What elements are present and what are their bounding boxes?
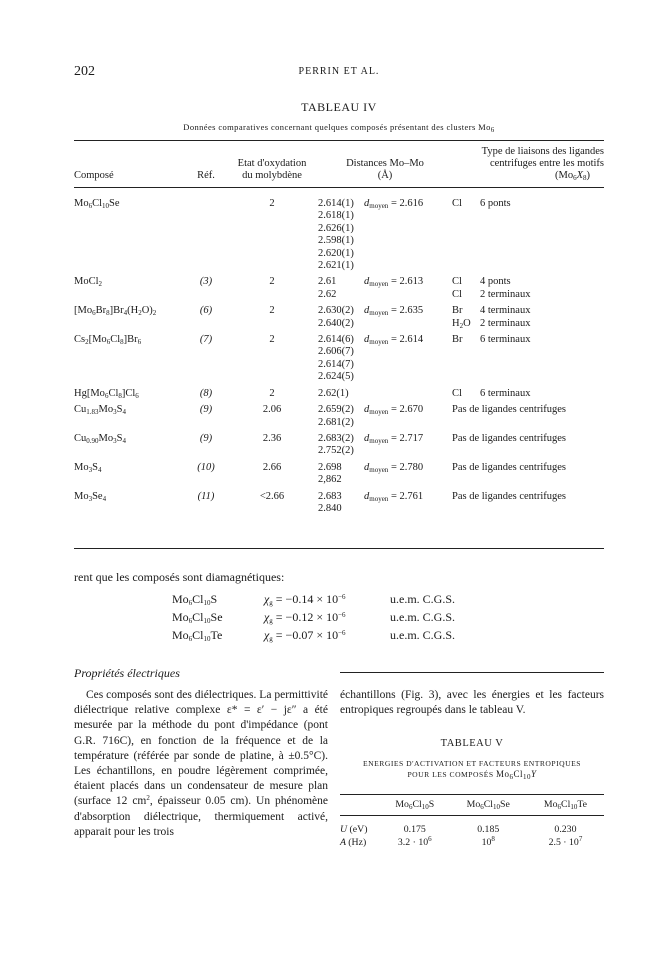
- diamagnetic-intro: rent que les composés sont diamagnétiques:: [74, 570, 285, 584]
- susceptibility-unit: u.e.m. C.G.S.: [390, 610, 456, 624]
- distance-value: 2.614(1): [318, 198, 354, 209]
- ligands-header-l3: $(Mo_6X_8)$: [554, 170, 590, 182]
- table-iv-bottom-rule: [74, 548, 604, 549]
- mean-distance-value: = 2.616: [388, 198, 424, 209]
- ligand-element: Br: [452, 305, 463, 317]
- table-v-caption: [340, 758, 604, 780]
- distance-value: 2.698: [318, 461, 342, 473]
- ref-cell: (6): [199, 305, 213, 317]
- distance-value: 2.681(2): [318, 416, 354, 428]
- mean-distance-value: = 2.761: [388, 490, 424, 502]
- distance-value: 2.61: [318, 276, 337, 288]
- mean-distance-cell: [364, 400, 452, 429]
- table-row: [74, 384, 604, 400]
- table-iv-caption-sub: 6: [490, 126, 495, 134]
- ligands-header-l2: centrifuges entre les motifs: [489, 158, 604, 169]
- susceptibility-compound: $Mo_6Cl_{10}S$: [172, 592, 218, 607]
- susceptibility-row: [172, 592, 592, 610]
- oxidation-cell: 2.66: [262, 461, 282, 473]
- distances-cell: [318, 272, 364, 301]
- distances-cell: [318, 384, 364, 400]
- distances-cell: [318, 400, 364, 429]
- table-v-row-label: U (eV): [340, 824, 368, 835]
- mean-distance-cell: [364, 458, 452, 487]
- table-row: [74, 400, 604, 429]
- ligand-element: Cl: [452, 387, 462, 399]
- d-moyen-symbol: d: [364, 276, 370, 288]
- oxidation-cell: 2: [269, 198, 275, 209]
- ligand-type: 6 ponts: [480, 198, 511, 209]
- distances-cell: [318, 487, 364, 516]
- distances-cell: [318, 301, 364, 330]
- table-row: [74, 188, 604, 273]
- distance-value: 2.618(1): [318, 210, 354, 222]
- ligand-cell: [452, 384, 604, 400]
- ligand-line: [452, 404, 604, 416]
- table-v-column-header: $Mo_6Cl_{10}S$: [380, 795, 450, 816]
- table-iv-body: [74, 188, 604, 516]
- ligand-type: 2 terminaux: [480, 317, 531, 329]
- compound-cell: $[Mo_6Br_8]Br_4(H_2O)_2$: [74, 305, 157, 318]
- table-v-cell: 0.175: [403, 824, 426, 835]
- mean-distance-cell: [364, 272, 452, 301]
- susceptibility-compound: $Mo_6Cl_{10}Se$: [172, 610, 223, 625]
- moyen-sub: moyen: [369, 309, 389, 318]
- col-ligands-header: [452, 146, 604, 188]
- table-v: [340, 794, 604, 849]
- table-v-caption-l2: POUR LES COMPOSÉS $Mo_6Cl_{10}Y$: [407, 769, 537, 781]
- col-ref-header: Réf.: [186, 146, 226, 188]
- table-v-row-label: A (Hz): [340, 837, 367, 848]
- susceptibility-unit: u.e.m. C.G.S.: [390, 592, 456, 606]
- table-v-column-header: $Mo_6Cl_{10}Te$: [527, 795, 604, 816]
- ligand-type: 2 terminaux: [480, 288, 531, 300]
- mean-distance-cell: [364, 487, 452, 516]
- table-v-cell: 0.230: [554, 824, 577, 835]
- compound-cell: $Hg[Mo_6Cl_8]Cl_6$: [74, 387, 139, 400]
- ligand-element: Br: [452, 334, 463, 346]
- d-moyen-symbol: d: [364, 404, 370, 416]
- ligand-line: [452, 305, 604, 317]
- distance-value: 2.659(2): [318, 404, 354, 416]
- oxidation-header-l2: du molybdène: [242, 170, 302, 181]
- moyen-sub: moyen: [369, 280, 389, 289]
- table-row: [74, 330, 604, 384]
- table-v-cell: 0.185: [477, 824, 500, 835]
- susceptibility-row: [172, 628, 592, 646]
- ligand-type: Pas de ligandes centrifuges: [452, 461, 567, 473]
- ligand-type: 4 terminaux: [480, 305, 531, 317]
- d-moyen-symbol: d: [364, 305, 370, 317]
- ligand-cell: [452, 188, 604, 273]
- d-moyen-symbol: d: [364, 432, 370, 444]
- ligand-type: Pas de ligandes centrifuges: [452, 490, 567, 502]
- table-iv-title: TABLEAU IV: [301, 100, 377, 114]
- ligand-type: Pas de ligandes centrifuges: [452, 404, 567, 416]
- distances-cell: [318, 330, 364, 384]
- distance-value: 2.614(7): [318, 358, 354, 370]
- distance-value: 2.683: [318, 490, 342, 502]
- table-row: [74, 272, 604, 301]
- distance-value: 2.624(5): [318, 371, 354, 383]
- distances-header-l1: Distances Mo–Mo: [346, 158, 424, 169]
- mean-distance-value: = 2.670: [388, 404, 424, 416]
- compound-cell: MoCl$_2$: [74, 276, 103, 289]
- susceptibility-value: $\chi_g = -0.14 \times 10^{-6}$: [264, 592, 346, 607]
- mean-distance-cell: [364, 301, 452, 330]
- col-distances-header: [318, 146, 452, 188]
- running-title: PERRIN ET AL.: [298, 66, 380, 77]
- col-oxidation-header: [226, 146, 318, 188]
- ligand-line: [452, 462, 604, 474]
- table-v-corner: [340, 795, 380, 816]
- oxidation-cell: 2.36: [262, 432, 282, 444]
- ligand-type: 4 ponts: [480, 276, 511, 288]
- page-number: 202: [74, 64, 95, 79]
- susceptibility-value: $\chi_g = -0.07 \times 10^{-6}$: [264, 628, 346, 643]
- compound-cell: $Cu_{0.90}Mo_3S_4$: [74, 432, 126, 445]
- ligand-line: [452, 388, 604, 400]
- distance-value: 2.620(1): [318, 247, 354, 259]
- mean-distance-cell: [364, 330, 452, 384]
- susceptibility-row: [172, 610, 592, 628]
- left-paragraph-b: , épaisseur 0.05 cm). Un phénomène d'absorption diélectrique, thermiquement activé, apparait pour les trois: [74, 795, 329, 838]
- oxidation-cell: 2: [269, 276, 275, 288]
- left-paragraph-sup: 2: [146, 794, 150, 803]
- left-paragraph-a: Ces composés sont des diélectriques. La permittivité diélectrique relative complexe ε* = ε′ − jε″ a été mesurée par la méthode du pont d'impédance (pont G.R. 716C), en fonction de la fréquence et de la température (référée par sonde de platine, à ±0.5°C). Les échantillons, en poudre légèrement comprimée, étaient placés dans un condensateur de mesure plan (surface 12 cm: [74, 689, 328, 808]
- compound-cell: $Cu_{1.83}Mo_3S_4$: [74, 404, 126, 417]
- table-v-cell: $3.2 \cdot 10^6$: [397, 835, 432, 848]
- ligand-cell: [452, 487, 604, 516]
- table-v-body: [340, 816, 604, 850]
- susceptibility-list: [172, 592, 592, 646]
- distance-value: 2,862: [318, 474, 342, 486]
- table-iv: [74, 146, 604, 515]
- moyen-sub: moyen: [369, 436, 389, 445]
- mean-distance-cell: [364, 384, 452, 400]
- table-row: [74, 487, 604, 516]
- oxidation-cell: 2.06: [262, 404, 282, 416]
- running-header: [74, 64, 604, 82]
- ligand-type: 6 terminaux: [480, 334, 531, 346]
- table-v-row: [340, 836, 604, 849]
- ligand-cell: [452, 301, 604, 330]
- distances-header-l2: (Å): [377, 170, 393, 181]
- moyen-sub: moyen: [369, 202, 389, 210]
- oxidation-cell: 2: [269, 387, 275, 399]
- section-title: Propriétés électriques: [74, 666, 180, 680]
- mean-distance-value: = 2.717: [388, 432, 424, 444]
- ligand-type: Pas de ligandes centrifuges: [452, 432, 567, 444]
- ref-cell: (9): [199, 404, 213, 416]
- ligand-cell: [452, 272, 604, 301]
- table-v-column-header: $Mo_6Cl_{10}Se$: [450, 795, 527, 816]
- oxidation-cell: 2: [269, 334, 275, 346]
- table-v-cell: $10^8$: [481, 835, 495, 848]
- table-row: [74, 458, 604, 487]
- ligand-cell: [452, 400, 604, 429]
- distance-value: 2.598(1): [318, 235, 354, 247]
- distance-value: 2.683(2): [318, 432, 354, 444]
- distance-value: 2.62(1): [318, 387, 349, 399]
- compound-cell: $Cs_2[Mo_6Cl_8]Br_6$: [74, 334, 142, 347]
- ref-cell: [186, 188, 226, 273]
- ligand-line: [452, 433, 604, 445]
- compound-cell: $Mo_3S_4$: [74, 461, 102, 474]
- ligand-line: [452, 334, 604, 346]
- mean-distance-value: = 2.780: [388, 461, 424, 473]
- ligand-line: [452, 289, 604, 301]
- ligand-element: Cl: [452, 276, 462, 288]
- right-column-paragraph: échantillons (Fig. 3), avec les énergies et les facteurs entropiques regroupés dans le tableau V.: [340, 689, 604, 717]
- ref-cell: (8): [199, 387, 213, 399]
- distance-value: 2.606(7): [318, 346, 354, 358]
- ligand-cell: [452, 429, 604, 458]
- table-v-row: [340, 816, 604, 837]
- ref-cell: (10): [197, 461, 215, 473]
- table-iv-header-row: [74, 146, 604, 188]
- compound-cell: $Mo_6Cl_{10}Se$: [74, 198, 120, 210]
- table-v-title: TABLEAU V: [440, 738, 504, 749]
- mean-distance-value: = 2.635: [388, 305, 424, 317]
- susceptibility-compound: $Mo_6Cl_{10}Te$: [172, 628, 223, 643]
- compound-cell: $Mo_3Se_4$: [74, 490, 107, 503]
- ligands-header-l1: Type de liaisons des ligandes: [481, 146, 604, 157]
- table-row: [74, 301, 604, 330]
- distance-value: 2.840: [318, 502, 342, 514]
- mean-distance-value: = 2.614: [388, 334, 424, 346]
- left-column-paragraph: [74, 688, 328, 840]
- ligand-line: [452, 318, 604, 330]
- susceptibility-value: $\chi_g = -0.12 \times 10^{-6}$: [264, 610, 346, 625]
- col-compound-header: Composé: [74, 146, 186, 188]
- table-row: [74, 429, 604, 458]
- d-moyen-symbol: d: [364, 198, 370, 209]
- ligand-line: [452, 491, 604, 503]
- ligand-cell: [452, 330, 604, 384]
- mean-distance-cell: [364, 429, 452, 458]
- ligand-cell: [452, 458, 604, 487]
- d-moyen-symbol: d: [364, 461, 370, 473]
- distance-value: 2.62: [318, 288, 337, 300]
- section-rule: [340, 672, 604, 673]
- susceptibility-unit: u.e.m. C.G.S.: [390, 628, 456, 642]
- mean-distance-value: = 2.613: [388, 276, 424, 288]
- distance-value: 2.630(2): [318, 305, 354, 317]
- moyen-sub: moyen: [369, 494, 389, 503]
- distances-cell: [318, 429, 364, 458]
- distance-value: 2.614(6): [318, 334, 354, 346]
- distance-value: 2.626(1): [318, 222, 354, 234]
- oxidation-cell: <2.66: [259, 490, 285, 502]
- ligand-type: 6 terminaux: [480, 387, 531, 399]
- ligand-line: [452, 198, 604, 210]
- mean-distance-cell: [364, 188, 452, 273]
- distances-cell: [318, 188, 364, 273]
- oxidation-header-l1: Etat d'oxydation: [237, 158, 307, 169]
- distance-value: 2.752(2): [318, 445, 354, 457]
- ligand-element: Cl: [452, 198, 462, 209]
- distance-value: 2.621(1): [318, 260, 354, 272]
- d-moyen-symbol: d: [364, 334, 370, 346]
- ref-cell: (7): [199, 334, 213, 346]
- distance-value: 2.640(2): [318, 317, 354, 329]
- moyen-sub: moyen: [369, 408, 389, 417]
- ligand-element: $H_2O$: [452, 317, 471, 330]
- ref-cell: (3): [199, 276, 213, 288]
- table-iv-top-rule: [74, 140, 604, 141]
- oxidation-cell: 2: [269, 305, 275, 317]
- table-iv-caption: [74, 122, 604, 132]
- moyen-sub: moyen: [369, 465, 389, 474]
- d-moyen-symbol: d: [364, 490, 370, 502]
- ref-cell: (9): [199, 432, 213, 444]
- table-iv-caption-text: Données comparatives concernant quelques composés présentant des clusters Mo: [183, 122, 491, 132]
- moyen-sub: moyen: [369, 338, 389, 347]
- table-v-cell: $2.5 \cdot 10^7$: [548, 835, 583, 848]
- ligand-line: [452, 276, 604, 288]
- distances-cell: [318, 458, 364, 487]
- ligand-element: Cl: [452, 288, 462, 300]
- table-v-header-row: [340, 795, 604, 816]
- table-v-caption-l1: ENERGIES D'ACTIVATION ET FACTEURS ENTROPIQUES: [363, 759, 581, 768]
- ref-cell: (11): [197, 490, 215, 502]
